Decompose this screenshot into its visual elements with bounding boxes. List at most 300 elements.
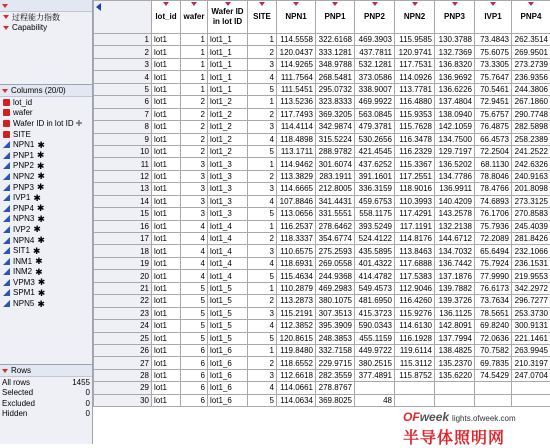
table-cell[interactable]: lot1_3	[208, 183, 248, 195]
table-cell[interactable]: 278.8767	[316, 382, 355, 394]
row-header-corner[interactable]	[94, 1, 152, 34]
table-cell[interactable]: 3	[248, 307, 277, 319]
disclosure-triangle-icon[interactable]	[2, 89, 8, 93]
disclosure-triangle-icon[interactable]	[2, 369, 8, 373]
table-row[interactable]	[94, 208, 550, 220]
table-row[interactable]	[94, 96, 550, 108]
table-cell[interactable]: 267.1860	[512, 96, 550, 108]
row-number[interactable]: 7	[94, 108, 152, 120]
table-cell[interactable]: 117.4291	[395, 208, 435, 220]
row-number[interactable]: 15	[94, 208, 152, 220]
table-cell[interactable]: 229.9715	[316, 357, 355, 369]
table-cell[interactable]: lot1	[152, 220, 181, 232]
table-cell[interactable]: lot1	[152, 257, 181, 269]
column-header-site[interactable]	[248, 1, 277, 34]
table-cell[interactable]: lot1_5	[208, 307, 248, 319]
table-cell[interactable]: lot1_2	[208, 96, 248, 108]
column-property-asterisk-icon[interactable]: ✱	[37, 141, 45, 149]
column-property-asterisk-icon[interactable]: ✱	[35, 268, 43, 276]
table-cell[interactable]: 68.1130	[475, 158, 512, 170]
table-cell[interactable]: 72.0636	[475, 332, 512, 344]
table-cell[interactable]: 4	[248, 382, 277, 394]
table-row[interactable]	[94, 270, 550, 282]
table-cell[interactable]: lot1	[152, 83, 181, 95]
table-cell[interactable]: 3	[181, 195, 208, 207]
table-cell[interactable]: 3	[181, 183, 208, 195]
column-item-pnp2[interactable]	[0, 161, 92, 172]
row-number[interactable]: 16	[94, 220, 152, 232]
row-number[interactable]: 10	[94, 145, 152, 157]
table-cell[interactable]: 481.6950	[355, 295, 395, 307]
table-cell[interactable]: 116.4260	[395, 295, 435, 307]
table-cell[interactable]: 118.3337	[277, 233, 316, 245]
row-number[interactable]: 29	[94, 382, 152, 394]
table-cell[interactable]: 134.7032	[435, 245, 475, 257]
table-cell[interactable]: 558.1175	[355, 208, 395, 220]
table-row[interactable]	[94, 382, 550, 394]
table-cell[interactable]: 120.8615	[277, 332, 316, 344]
table-row[interactable]	[94, 369, 550, 381]
row-number[interactable]: 24	[94, 320, 152, 332]
table-cell[interactable]: 4	[248, 133, 277, 145]
table-cell[interactable]: 415.3723	[355, 307, 395, 319]
table-cell[interactable]: 437.7811	[355, 46, 395, 58]
table-cell[interactable]: 269.9501	[512, 46, 550, 58]
table-cell[interactable]: 136.1125	[435, 307, 475, 319]
table-cell[interactable]: 134.7500	[435, 133, 475, 145]
column-header-npn2[interactable]	[395, 1, 435, 34]
row-number[interactable]: 3	[94, 58, 152, 70]
column-header-npn1[interactable]	[277, 1, 316, 34]
table-cell[interactable]: 4	[181, 257, 208, 269]
table-row[interactable]	[94, 133, 550, 145]
table-cell[interactable]: 248.3853	[316, 332, 355, 344]
table-cell[interactable]: 348.9788	[316, 58, 355, 70]
table-cell[interactable]: lot1_1	[208, 58, 248, 70]
table-cell[interactable]: lot1_3	[208, 195, 248, 207]
table-cell[interactable]: 2	[248, 295, 277, 307]
table-cell[interactable]: lot1	[152, 357, 181, 369]
table-cell[interactable]: 4	[248, 71, 277, 83]
table-cell[interactable]: lot1	[152, 133, 181, 145]
table-cell[interactable]: 336.3159	[355, 183, 395, 195]
table-cell[interactable]: 380.2515	[355, 357, 395, 369]
table-cell[interactable]	[395, 394, 435, 406]
table-cell[interactable]: 117.7531	[395, 58, 435, 70]
table-cell[interactable]: 273.2739	[512, 58, 550, 70]
table-cell[interactable]: 65.6494	[475, 245, 512, 257]
column-menu-triangle-icon[interactable]	[332, 2, 338, 6]
table-cell[interactable]: 75.7936	[475, 220, 512, 232]
table-cell[interactable]: 262.3514	[512, 34, 550, 46]
table-cell[interactable]: lot1	[152, 382, 181, 394]
column-item-vpm3[interactable]	[0, 277, 92, 288]
column-header-pnp4[interactable]	[512, 1, 550, 34]
table-cell[interactable]: 130.3788	[435, 34, 475, 46]
table-cell[interactable]: 6	[181, 357, 208, 369]
table-cell[interactable]: lot1	[152, 108, 181, 120]
table-cell[interactable]: 69.7835	[475, 357, 512, 369]
table-cell[interactable]: 111.7564	[277, 71, 316, 83]
table-cell[interactable]: 300.9131	[512, 320, 550, 332]
column-header-pnp1[interactable]	[316, 1, 355, 34]
table-cell[interactable]: 4	[181, 220, 208, 232]
table-cell[interactable]: 391.1601	[355, 170, 395, 182]
table-cell[interactable]: 72.9451	[475, 96, 512, 108]
table-cell[interactable]: lot1_5	[208, 332, 248, 344]
table-cell[interactable]: 118.6931	[277, 257, 316, 269]
column-header-lot-id[interactable]	[152, 1, 181, 34]
column-property-asterisk-icon[interactable]: ✱	[37, 300, 45, 308]
table-cell[interactable]: 5	[248, 83, 277, 95]
table-cell[interactable]: 138.4825	[435, 344, 475, 356]
table-cell[interactable]: 1	[181, 34, 208, 46]
table-cell[interactable]: 115.2191	[277, 307, 316, 319]
table-cell[interactable]: 241.2522	[512, 145, 550, 157]
table-cell[interactable]: 338.9007	[355, 83, 395, 95]
table-cell[interactable]: lot1_3	[208, 158, 248, 170]
table-cell[interactable]: 117.5383	[395, 270, 435, 282]
table-cell[interactable]: 110.6575	[277, 245, 316, 257]
table-cell[interactable]: 210.3197	[512, 357, 550, 369]
table-cell[interactable]: 2	[248, 170, 277, 182]
table-cell[interactable]: lot1_3	[208, 170, 248, 182]
table-cell[interactable]: lot1_6	[208, 369, 248, 381]
table-cell[interactable]: lot1_4	[208, 257, 248, 269]
table-row[interactable]	[94, 83, 550, 95]
table-cell[interactable]: 116.4880	[395, 96, 435, 108]
column-item-spm1[interactable]	[0, 288, 92, 299]
table-row[interactable]	[94, 195, 550, 207]
table-cell[interactable]: 74.5429	[475, 369, 512, 381]
table-row[interactable]	[94, 220, 550, 232]
table-row[interactable]	[94, 394, 550, 406]
table-cell[interactable]: 119.8480	[277, 344, 316, 356]
table-cell[interactable]: 75.6757	[475, 108, 512, 120]
table-cell[interactable]: 75.7647	[475, 71, 512, 83]
table-cell[interactable]: 395.3909	[316, 320, 355, 332]
table-cell[interactable]: 112.9046	[395, 282, 435, 294]
table-cell[interactable]: 435.5895	[355, 245, 395, 257]
table-cell[interactable]: lot1	[152, 369, 181, 381]
row-number[interactable]: 6	[94, 96, 152, 108]
table-cell[interactable]: 282.3559	[316, 369, 355, 381]
table-cell[interactable]: 258.2389	[512, 133, 550, 145]
table-cell[interactable]: 331.5551	[316, 208, 355, 220]
table-cell[interactable]: 253.3730	[512, 307, 550, 319]
table-row[interactable]	[94, 357, 550, 369]
table-cell[interactable]: lot1	[152, 394, 181, 406]
table-cell[interactable]: 78.8046	[475, 170, 512, 182]
table-cell[interactable]: 3	[248, 121, 277, 133]
table-cell[interactable]: lot1	[152, 320, 181, 332]
table-cell[interactable]: 2	[248, 108, 277, 120]
table-cell[interactable]: 4	[181, 245, 208, 257]
table-cell[interactable]: 333.1281	[316, 46, 355, 58]
table-cell[interactable]: 393.5249	[355, 220, 395, 232]
table-cell[interactable]: 76.4875	[475, 121, 512, 133]
table-row[interactable]	[94, 307, 550, 319]
disclosure-triangle-icon[interactable]	[2, 4, 8, 8]
table-cell[interactable]: 73.3305	[475, 58, 512, 70]
table-row[interactable]	[94, 170, 550, 182]
row-number[interactable]: 23	[94, 307, 152, 319]
table-cell[interactable]: lot1_4	[208, 270, 248, 282]
table-cell[interactable]: 342.2972	[512, 282, 550, 294]
table-cell[interactable]: 2	[248, 357, 277, 369]
column-property-asterisk-icon[interactable]: ✱	[37, 162, 45, 170]
row-number[interactable]: 8	[94, 121, 152, 133]
column-property-asterisk-icon[interactable]: ✱	[37, 151, 45, 159]
table-cell[interactable]: 236.1531	[512, 257, 550, 269]
table-cell[interactable]: 136.8320	[435, 58, 475, 70]
column-property-asterisk-icon[interactable]: ✱	[33, 225, 41, 233]
table-cell[interactable]: lot1	[152, 195, 181, 207]
table-cell[interactable]: 114.5558	[277, 34, 316, 46]
table-cell[interactable]: lot1_2	[208, 121, 248, 133]
table-cell[interactable]: 373.0586	[355, 71, 395, 83]
table-cell[interactable]: 4	[248, 195, 277, 207]
table-cell[interactable]: 270.8583	[512, 208, 550, 220]
table-cell[interactable]: 135.2370	[435, 357, 475, 369]
table-cell[interactable]: 115.9276	[395, 307, 435, 319]
row-number[interactable]: 22	[94, 295, 152, 307]
table-cell[interactable]	[475, 394, 512, 406]
table-cell[interactable]: 263.9945	[512, 344, 550, 356]
table-cell[interactable]: lot1_1	[208, 83, 248, 95]
column-property-asterisk-icon[interactable]: ✱	[38, 289, 46, 297]
table-cell[interactable]: 301.6074	[316, 158, 355, 170]
table-cell[interactable]: 112.3852	[277, 320, 316, 332]
table-cell[interactable]: 78.4766	[475, 183, 512, 195]
row-number[interactable]: 13	[94, 183, 152, 195]
table-cell[interactable]: 115.3112	[395, 357, 435, 369]
table-cell[interactable]: lot1_2	[208, 145, 248, 157]
table-cell[interactable]: 5	[248, 394, 277, 406]
table-cell[interactable]: 77.9990	[475, 270, 512, 282]
table-cell[interactable]: lot1	[152, 208, 181, 220]
table-cell[interactable]: 282.5898	[512, 121, 550, 133]
table-cell[interactable]: 138.0940	[435, 108, 475, 120]
table-cell[interactable]: 139.3726	[435, 295, 475, 307]
table-cell[interactable]: 5	[181, 282, 208, 294]
table-cell[interactable]: 296.7277	[512, 295, 550, 307]
table-cell[interactable]: 135.6220	[435, 369, 475, 381]
table-cell[interactable]	[435, 394, 475, 406]
table-cell[interactable]: 115.9585	[395, 34, 435, 46]
row-number[interactable]: 26	[94, 344, 152, 356]
table-cell[interactable]: lot1_2	[208, 108, 248, 120]
table-cell[interactable]: 1	[248, 158, 277, 170]
table-row[interactable]	[94, 332, 550, 344]
table-cell[interactable]: 1	[248, 220, 277, 232]
column-property-asterisk-icon[interactable]: ✱	[33, 247, 41, 255]
table-panel-head[interactable]	[0, 0, 92, 12]
table-cell[interactable]: 5	[181, 320, 208, 332]
table-cell[interactable]: 5	[248, 332, 277, 344]
table-cell[interactable]: 275.2593	[316, 245, 355, 257]
formula-plus-icon[interactable]: ✚	[76, 119, 83, 128]
table-cell[interactable]: 72.2089	[475, 233, 512, 245]
table-cell[interactable]: 421.4545	[355, 145, 395, 157]
table-cell[interactable]: lot1	[152, 96, 181, 108]
row-number[interactable]: 14	[94, 195, 152, 207]
row-number[interactable]: 4	[94, 71, 152, 83]
table-cell[interactable]: 268.5481	[316, 71, 355, 83]
table-cell[interactable]: 115.8752	[395, 369, 435, 381]
table-cell[interactable]	[435, 382, 475, 394]
row-number[interactable]: 2	[94, 46, 152, 58]
table-cell[interactable]: 120.0437	[277, 46, 316, 58]
table-cell[interactable]: 137.7994	[435, 332, 475, 344]
table-row[interactable]	[94, 108, 550, 120]
table-cell[interactable]: 136.9692	[435, 71, 475, 83]
table-cell[interactable]: lot1	[152, 145, 181, 157]
table-cell[interactable]: 281.8426	[512, 233, 550, 245]
column-header-wafer-id-in-lot-id[interactable]	[208, 1, 248, 34]
table-row[interactable]	[94, 344, 550, 356]
table-cell[interactable]: lot1	[152, 307, 181, 319]
table-cell[interactable]: lot1_4	[208, 245, 248, 257]
table-cell[interactable]: lot1	[152, 233, 181, 245]
table-cell[interactable]: 2	[181, 108, 208, 120]
column-item-npn3[interactable]	[0, 214, 92, 225]
table-cell[interactable]: 70.7582	[475, 344, 512, 356]
table-cell[interactable]: 549.4573	[355, 282, 395, 294]
row-number[interactable]: 28	[94, 369, 152, 381]
table-cell[interactable]: 116.3478	[395, 133, 435, 145]
row-number[interactable]: 21	[94, 282, 152, 294]
table-cell[interactable]: lot1_5	[208, 282, 248, 294]
table-cell[interactable]: 114.4114	[277, 121, 316, 133]
table-cell[interactable]: 66.4573	[475, 133, 512, 145]
table-cell[interactable]: 117.6888	[395, 257, 435, 269]
red-triangle-icon[interactable]	[3, 26, 9, 30]
column-item-sit1[interactable]	[0, 245, 92, 256]
table-cell[interactable]: 469.9922	[355, 96, 395, 108]
table-cell[interactable]: 221.1461	[512, 332, 550, 344]
table-cell[interactable]: 201.8098	[512, 183, 550, 195]
column-menu-triangle-icon[interactable]	[528, 2, 534, 6]
row-number[interactable]: 25	[94, 332, 152, 344]
table-cell[interactable]: 6	[181, 369, 208, 381]
table-cell[interactable]: 245.4039	[512, 220, 550, 232]
table-cell[interactable]: 236.9356	[512, 71, 550, 83]
script-item-capability-cn[interactable]	[0, 12, 92, 23]
table-cell[interactable]: 2	[181, 133, 208, 145]
table-cell[interactable]: 136.7442	[435, 257, 475, 269]
table-cell[interactable]: 4	[181, 270, 208, 282]
column-property-asterisk-icon[interactable]: ✱	[37, 183, 45, 191]
table-cell[interactable]: 5	[248, 145, 277, 157]
table-cell[interactable]: 3	[181, 170, 208, 182]
table-cell[interactable]: 113.8463	[395, 245, 435, 257]
table-cell[interactable]: lot1	[152, 170, 181, 182]
table-cell[interactable]: 142.1059	[435, 121, 475, 133]
table-cell[interactable]: 114.0634	[277, 394, 316, 406]
column-header-wafer[interactable]	[181, 1, 208, 34]
table-cell[interactable]: 455.1159	[355, 332, 395, 344]
table-cell[interactable]: 3	[181, 208, 208, 220]
row-number[interactable]: 11	[94, 158, 152, 170]
table-cell[interactable]: lot1	[152, 282, 181, 294]
table-cell[interactable]: 113.2873	[277, 295, 316, 307]
table-cell[interactable]	[475, 382, 512, 394]
table-cell[interactable]: 115.7628	[395, 121, 435, 133]
table-row[interactable]	[94, 58, 550, 70]
table-cell[interactable]: 3	[248, 369, 277, 381]
column-item-site[interactable]	[0, 129, 92, 140]
table-cell[interactable]: lot1_2	[208, 133, 248, 145]
column-menu-triangle-icon[interactable]	[191, 2, 197, 6]
table-cell[interactable]: 369.3205	[316, 108, 355, 120]
table-cell[interactable]: 134.7786	[435, 170, 475, 182]
table-cell[interactable]: 244.9368	[316, 270, 355, 282]
table-cell[interactable]: 2	[248, 46, 277, 58]
table-cell[interactable]: 459.6753	[355, 195, 395, 207]
table-cell[interactable]: 70.5461	[475, 83, 512, 95]
table-cell[interactable]: 120.9741	[395, 46, 435, 58]
column-menu-triangle-icon[interactable]	[412, 2, 418, 6]
table-cell[interactable]	[512, 394, 550, 406]
table-cell[interactable]: 75.7924	[475, 257, 512, 269]
table-cell[interactable]: 247.0704	[512, 369, 550, 381]
row-number[interactable]: 27	[94, 357, 152, 369]
table-cell[interactable]: lot1	[152, 270, 181, 282]
table-cell[interactable]: lot1_6	[208, 344, 248, 356]
table-row[interactable]	[94, 121, 550, 133]
row-number[interactable]: 30	[94, 394, 152, 406]
column-item-ivp2[interactable]	[0, 224, 92, 235]
table-row[interactable]	[94, 320, 550, 332]
table-cell[interactable]: 115.4634	[277, 270, 316, 282]
table-cell[interactable]: 4	[248, 320, 277, 332]
table-cell[interactable]: lot1	[152, 344, 181, 356]
table-cell[interactable]: 2	[248, 233, 277, 245]
table-cell[interactable]: 75.6075	[475, 46, 512, 58]
table-cell[interactable]: lot1	[152, 158, 181, 170]
table-cell[interactable]: 112.6618	[277, 369, 316, 381]
table-cell[interactable]: 449.9722	[355, 344, 395, 356]
column-item-pnp1[interactable]	[0, 150, 92, 161]
table-cell[interactable]: 48	[355, 394, 395, 406]
table-cell[interactable]: 469.2983	[316, 282, 355, 294]
table-cell[interactable]: 113.3829	[277, 170, 316, 182]
table-cell[interactable]: lot1	[152, 34, 181, 46]
table-cell[interactable]: 341.4431	[316, 195, 355, 207]
column-item-npn1[interactable]	[0, 139, 92, 150]
table-cell[interactable]: 132.2138	[435, 220, 475, 232]
table-cell[interactable]: 73.7634	[475, 295, 512, 307]
table-cell[interactable]: 116.1928	[395, 332, 435, 344]
column-item-inm2[interactable]	[0, 267, 92, 278]
table-row[interactable]	[94, 233, 550, 245]
table-cell[interactable]: 269.0558	[316, 257, 355, 269]
columns-panel-header[interactable]	[0, 85, 92, 97]
table-cell[interactable]: 1	[248, 282, 277, 294]
table-cell[interactable]: 110.3993	[395, 195, 435, 207]
table-cell[interactable]: 117.1191	[395, 220, 435, 232]
table-cell[interactable]: 240.9163	[512, 170, 550, 182]
table-cell[interactable]: 76.6173	[475, 282, 512, 294]
table-cell[interactable]: lot1_6	[208, 382, 248, 394]
table-cell[interactable]: 114.6665	[277, 183, 316, 195]
column-menu-triangle-icon[interactable]	[490, 2, 496, 6]
table-cell[interactable]: 137.4804	[435, 96, 475, 108]
table-cell[interactable]: 307.3513	[316, 307, 355, 319]
column-item-npn5[interactable]	[0, 298, 92, 309]
table-cell[interactable]: 232.1066	[512, 245, 550, 257]
